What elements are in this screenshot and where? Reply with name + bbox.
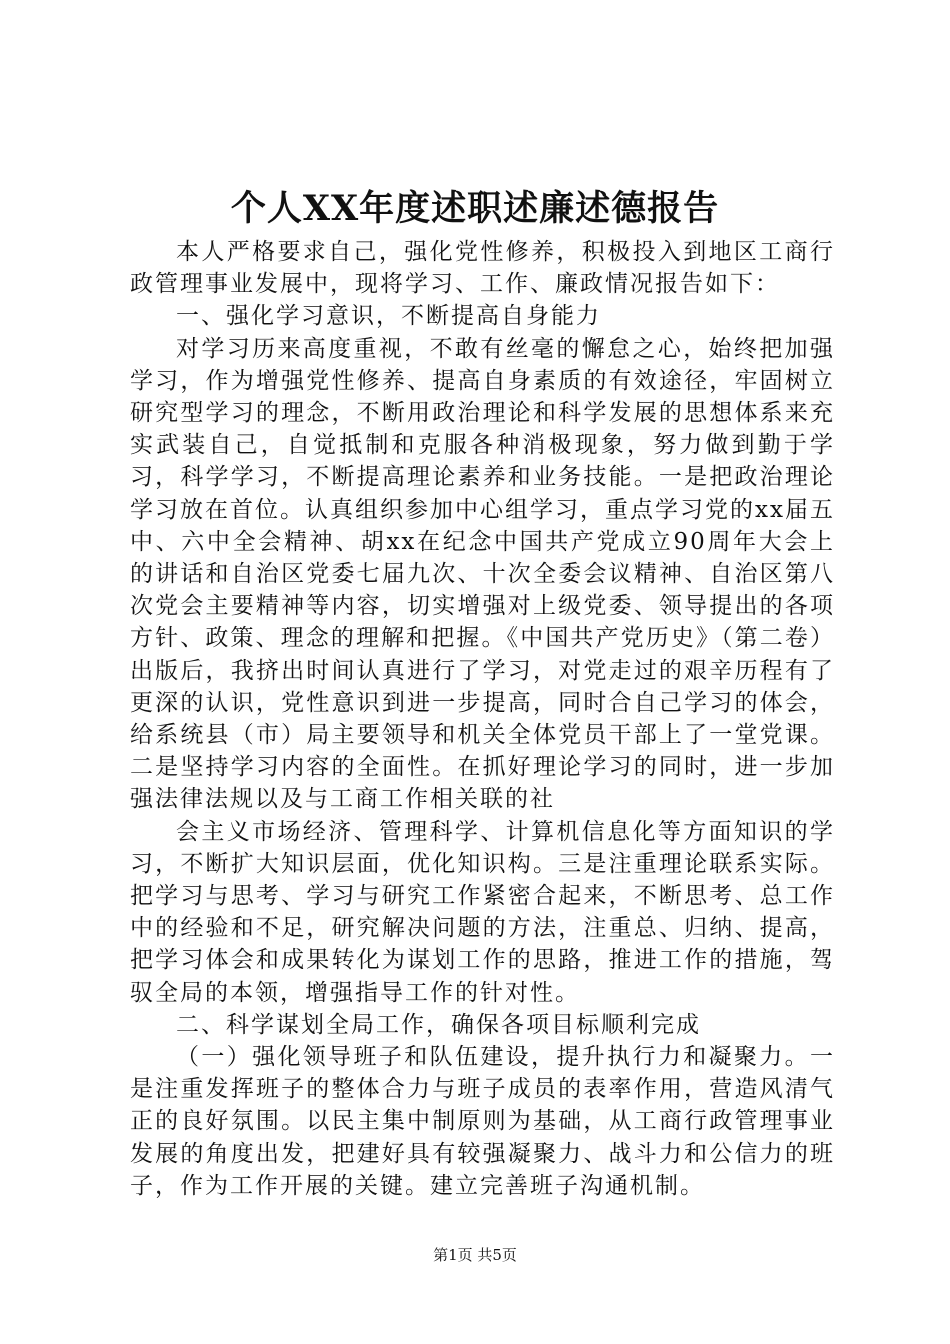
document-body xyxy=(130,236,835,1202)
study-continuation-paragraph: 会主义市场经济、管理科学、计算机信息化等方面知识的学习，不断扩大知识层面，优化知识构。三是注重理论联系实际。把学习与思考、学习与研究工作紧密合起来，不断思考、总工作中的经验和不足，研究解决问题的方法，注重总、归纳、提高，把学习体会和成果转化为谋划工作的思路，推进工作的措施，驾驭全局的本领，增强指导工作的针对性。 xyxy=(130,818,835,1006)
intro-paragraph: 本人严格要求自己，强化党性修养，积极投入到地区工商行政管理事业发展中，现将学习、工作、廉政情况报告如下： xyxy=(130,239,835,298)
document-title: 个人XX年度述职述廉述德报告 xyxy=(230,188,720,229)
study-paragraph: 对学习历来高度重视，不敢有丝毫的懈怠之心，始终把加强学习，作为增强党性修养、提高自身素质的有效途径，牢固树立研究型学习的理念，不断用政治理论和科学发展的思想体系来充实武装自己，自觉抵制和克服各种消极现象，努力做到勤于学习，科学学习，不断提高理论素养和业务技能。一是把政治理论学习放在首位。认真组织参加中心组学习，重点学习党的xx届五中、六中全会精神、胡xx在纪念中国共产党成立90周年大会上的讲话和自治区党委七届九次、十次全委会议精神、自治区第八次党会主要精神等内容，切实增强对上级党委、领导提出的各项方针、政策、理念的理解和把握。《中国共产党历史》（第二卷）出版后，我挤出时间认真进行了学习，对党走过的艰辛历程有了更深的认识，党性意识到进一步提高，同时合自己学习的体会，给系统县（市）局主要领导和机关全体党员干部上了一堂党课。二是坚持学习内容的全面性。在抓好理论学习的同时，进一步加强法律法规以及与工商工作相关联的社 xyxy=(130,335,835,813)
page-number-footer: 第1页 共5页 xyxy=(433,1246,517,1264)
leadership-paragraph: （一）强化领导班子和队伍建设，提升执行力和凝聚力。一是注重发挥班子的整体合力与班子成员的表率作用，营造风清气正的良好氛围。以民主集中制原则为基础，从工商行政管理事业发展的角度出发，把建好具有较强凝聚力、战斗力和公信力的班子，作为工作开展的关键。建立完善班子沟通机制。 xyxy=(130,1044,835,1199)
section-heading-2: 二、科学谋划全局工作，确保各项目标顺利完成 xyxy=(176,1011,701,1038)
section-heading-1: 一、强化学习意识，不断提高自身能力 xyxy=(176,303,601,330)
